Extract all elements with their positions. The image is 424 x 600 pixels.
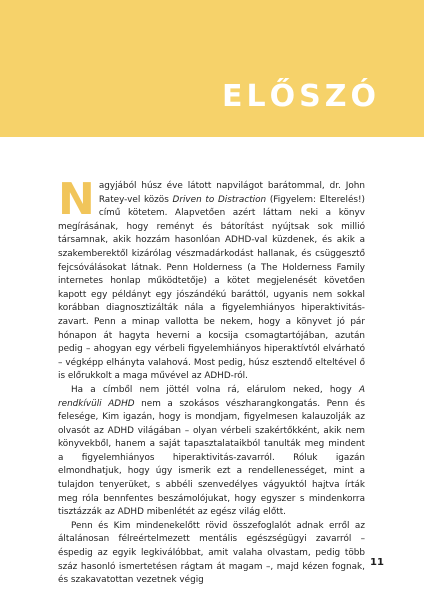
paragraph-1-text-b: (Figyelem: Elterelés!) című kötetem. Alapvetően azért láttam neki a könyv megírásának, hogy reményt és bátorítást nyújtsak sok millió társamnak, akik hozzám hasonlóan ADHD-val küzdenek, és akik a szakemberektől kizárólag vészmadárkodást hallanak, és csüggesztő fejcsóválásokat látnak. Penn Holderness (a The Holderness Family internetes honlap működtetője) a kötet megjelenését követően kapott egy példányt egy jószándékú baráttól, ugyanis nem sokkal korábban diagnosztizálták nála a figyelemhiányos hiperaktivitás-zavart. Penn a minap vallotta be nekem, hogy a könyvet jó pár hónapon át hagyta heverni a kocsija csomagtartójában, azután pedig – ahogyan egy vérbeli figyelemhiányos hiperaktívtól elvárható – végképp elhányta valahová. Most pedig, húsz esztendő elteltével ő is előrukkolt a maga művével az ADHD-ról. <box>58 194 365 382</box>
paragraph-3-text: Penn és Kim mindenekelőtt rövid összefoglalót adnak erről az általánosan félreértelmezett mentális egészségügyi zavarról – éspedig az egyik legkiválóbbat, amit valaha olvastam, pedig több száz hasonló ismertetésen rágtam át magam –, majd kézen fognak, és szakavatottan vezetnek végig <box>58 520 365 586</box>
drop-cap: N <box>58 174 95 225</box>
chapter-title: ELŐSZÓ <box>222 79 380 114</box>
book-title-a-rendkivuli-adhd: A rendkívüli ADHD <box>58 384 365 409</box>
body-text <box>58 174 365 588</box>
paragraph-1-text-a: agyjából húsz éve látott napvilágot barátommal, dr. John Ratey-vel közös <box>98 181 365 205</box>
paragraph-2 <box>58 384 365 520</box>
paragraph-2-text-a: Ha a címből nem jöttél volna rá, elárulom neked, hogy <box>71 384 359 395</box>
header-band <box>0 0 424 137</box>
book-title-driven-to-distraction: Driven to Distraction <box>172 194 267 205</box>
paragraph-2-text-b: nem a szokásos vészharangkongatás. Penn és felesége, Kim igazán, hogy is mondjam, figyelmesen kalauzolják az olvasót az ADHD világában – olyan vérbeli szakértőkként, akik nem könyvekből, hanem a saját tapasztalataikból tanulták meg mindent a figyelemhiányos hiperaktivitás-zavarról. Róluk igazán elmondhatjuk, hogy úgy ismerik ezt a rendellenességet, mint a tulajdon tenyerüket, s abbéli szenvedélyes vágyuktól hajtva írták meg róla bennfentes beszámolójukat, hogy egyszer s mindenkorra tisztázzák az ADHD mibenlétét az egész világ előtt. <box>58 398 365 518</box>
page-number: 11 <box>370 557 384 568</box>
paragraph-1 <box>58 174 365 384</box>
paragraph-3 <box>58 520 365 588</box>
